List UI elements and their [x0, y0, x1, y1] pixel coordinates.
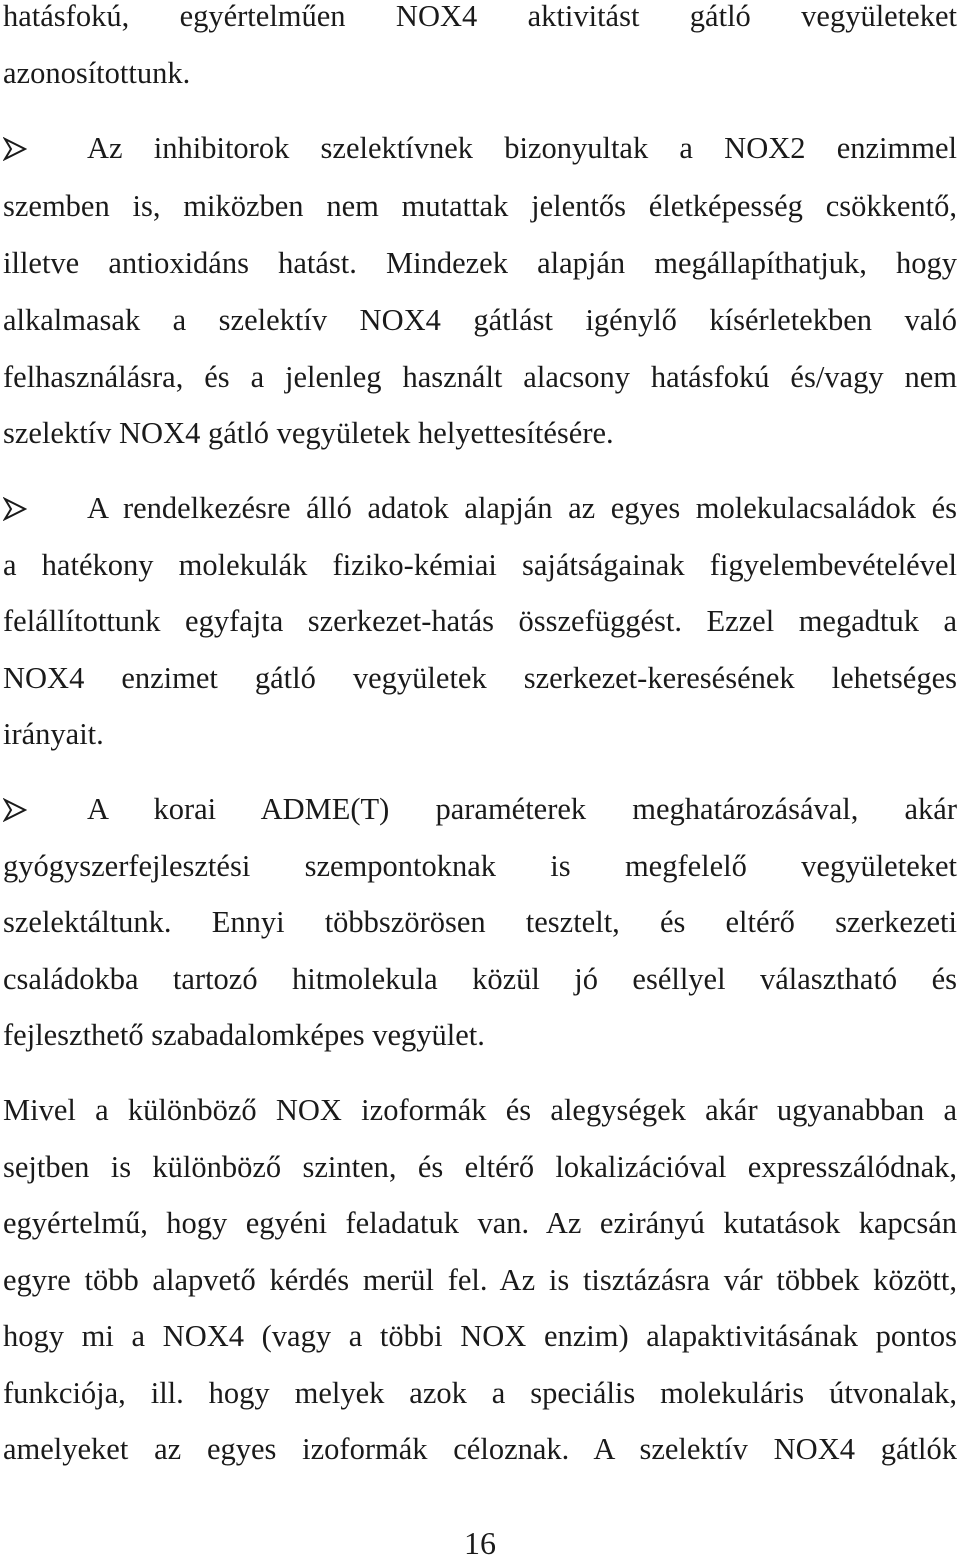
- arrowhead-bullet-icon: [3, 137, 27, 161]
- text-line: gyógyszerfejlesztési szempontoknak is megfelelő vegyületeket: [3, 849, 957, 883]
- bullet-item-structure-activity: [3, 488, 957, 528]
- bullet-text: A korai ADME(T) paraméterek meghatározásával, akár: [87, 792, 957, 826]
- text-line: Mivel a különböző NOX izoformák és alegységek akár ugyanabban a: [3, 1093, 957, 1127]
- text-line: a hatékony molekulák fiziko-kémiai sajátságainak figyelembevételével: [3, 548, 957, 582]
- text-line: illetve antioxidáns hatást. Mindezek alapján megállapíthatjuk, hogy: [3, 246, 957, 280]
- text-line: egyre több alapvető kérdés merül fel. Az is tisztázásra vár többek között,: [3, 1263, 957, 1297]
- text-line: sejtben is különböző szinten, és eltérő lokalizációval expresszálódnak,: [3, 1150, 957, 1184]
- text-line: azonosítottunk.: [3, 56, 191, 90]
- bullet-text: Az inhibitorok szelektívnek bizonyultak a NOX2 enzimmel: [87, 131, 957, 165]
- text-line: alkalmasak a szelektív NOX4 gátlást igénylő kísérletekben való: [3, 303, 957, 337]
- text-line: hatásfokú, egyértelműen NOX4 aktivitást gátló vegyületeket: [3, 0, 957, 33]
- text-line: fejleszthető szabadalomképes vegyület.: [3, 1018, 485, 1052]
- text-line: amelyeket az egyes izoformák céloznak. A szelektív NOX4 gátlók: [3, 1432, 957, 1466]
- page-number: 16: [464, 1525, 496, 1561]
- text-line: funkciója, ill. hogy melyek azok a speciális molekuláris útvonalak,: [3, 1376, 957, 1410]
- bullet-item-adme: [3, 789, 957, 829]
- bullet-text: A rendelkezésre álló adatok alapján az egyes molekulacsaládok és: [87, 491, 957, 525]
- text-line: egyértelmű, hogy egyéni feladatuk van. Az ezirányú kutatások kapcsán: [3, 1206, 957, 1240]
- text-line: felállítottunk egyfajta szerkezet-hatás összefüggést. Ezzel megadtuk a: [3, 604, 957, 638]
- text-line: irányait.: [3, 717, 104, 751]
- text-line: felhasználásra, és a jelenleg használt alacsony hatásfokú és/vagy nem: [3, 360, 957, 394]
- text-line: családokba tartozó hitmolekula közül jó eséllyel választható és: [3, 962, 957, 996]
- text-line: hogy mi a NOX4 (vagy a többi NOX enzim) alapaktivitásának pontos: [3, 1319, 957, 1353]
- arrowhead-bullet-icon: [3, 497, 27, 521]
- text-line: szemben is, miközben nem mutattak jelentős életképesség csökkentő,: [3, 189, 957, 223]
- arrowhead-bullet-icon: [3, 798, 27, 822]
- bullet-item-selectivity: [3, 128, 957, 168]
- text-line: szelektív NOX4 gátló vegyületek helyettesítésére.: [3, 416, 614, 450]
- text-line: NOX4 enzimet gátló vegyületek szerkezet-keresésének lehetséges: [3, 661, 957, 695]
- text-line: szelektáltunk. Ennyi többszörösen tesztelt, és eltérő szerkezeti: [3, 905, 957, 939]
